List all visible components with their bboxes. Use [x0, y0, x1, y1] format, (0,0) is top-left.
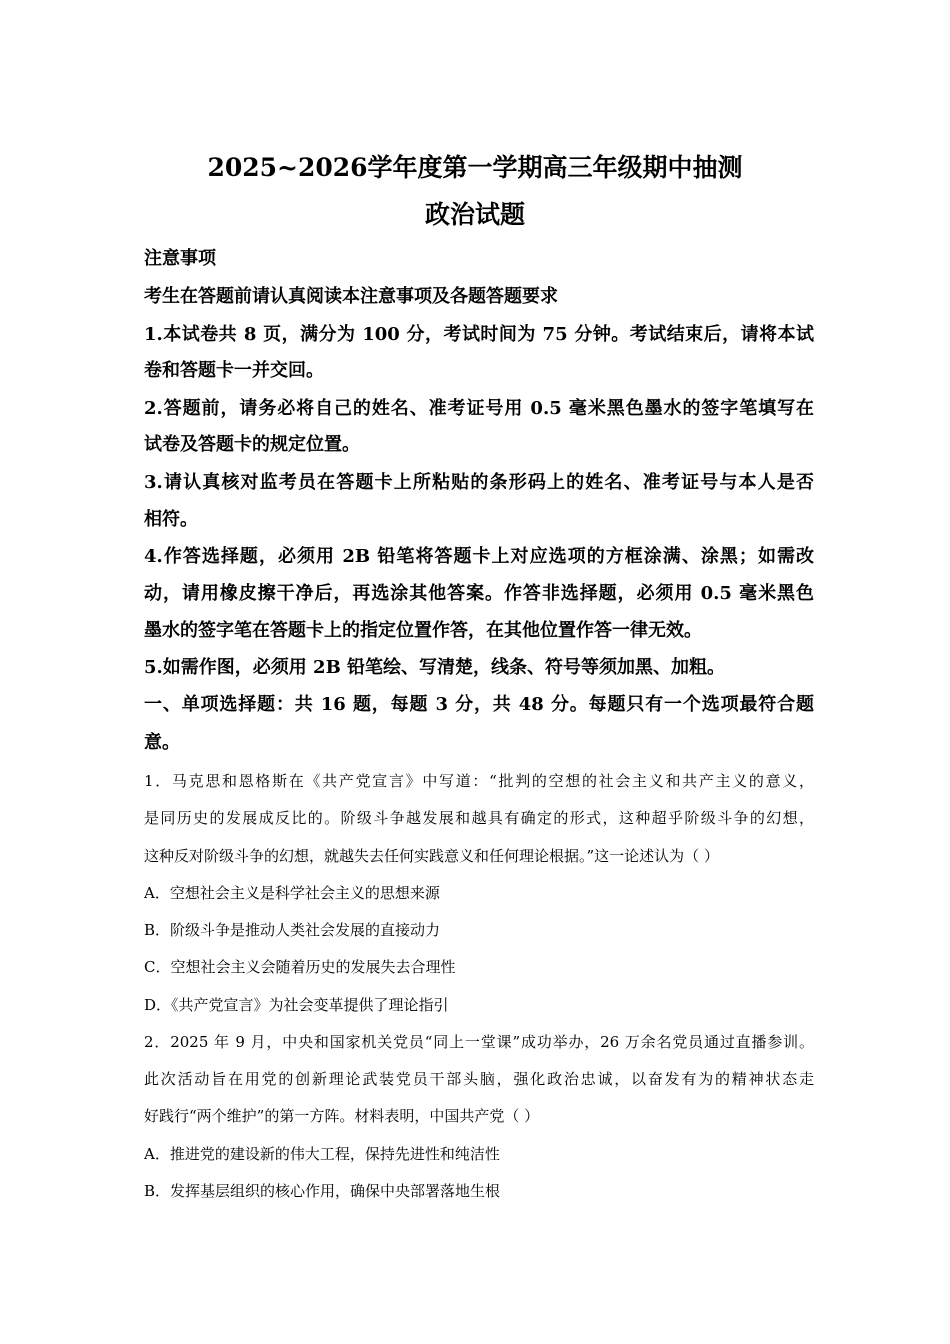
- question-1-option-d: D．《共产党宣言》为社会变革提供了理论指引: [144, 996, 449, 1014]
- notice-item-1-line-2: 卷和答题卡一并交回。: [144, 360, 324, 381]
- notice-intro: 考生在答题前请认真阅读本注意事项及各题答题要求: [144, 286, 558, 307]
- question-2-option-b: B．发挥基层组织的核心作用，确保中央部署落地生根: [144, 1182, 501, 1200]
- notice-heading: 注意事项: [144, 248, 216, 269]
- exam-title: 2025~2026学年度第一学期高三年级期中抽测: [207, 153, 743, 182]
- notice-item-1-line-1: 1.本试卷共 8 页，满分为 100 分，考试时间为 75 分钟。考试结束后，请将本试: [144, 324, 814, 345]
- question-1-stem-line-3: 这种反对阶级斗争的幻想，就越失去任何实践意义和任何理论根据。”这一论述认为（ ）: [144, 847, 719, 865]
- section-1-heading-line-1: 一、单项选择题：共 16 题，每题 3 分，共 48 分。每题只有一个选项最符合题: [144, 694, 814, 715]
- exam-subtitle: 政治试题: [424, 200, 525, 229]
- section-1-heading-line-2: 意。: [144, 732, 180, 753]
- question-2-stem-line-2: 此次活动旨在用党的创新理论武装党员干部头脑，强化政治忠诚，以奋发有为的精神状态走: [144, 1070, 814, 1088]
- question-1-option-c: C．空想社会主义会随着历史的发展失去合理性: [144, 958, 456, 976]
- question-1-stem-line-1: 1．马克思和恩格斯在《共产党宣言》中写道：“批判的空想的社会主义和共产主义的意义，: [144, 772, 814, 790]
- notice-item-4-line-2: 动，请用橡皮擦干净后，再选涂其他答案。作答非选择题，必须用 0.5 毫米黑色: [144, 583, 814, 604]
- notice-item-2-line-2: 试卷及答题卡的规定位置。: [144, 434, 360, 455]
- question-2-stem-line-1: 2．2025 年 9 月，中央和国家机关党员“同上一堂课”成功举办，26 万余名党员通过直播参训。: [144, 1033, 814, 1051]
- notice-item-4-line-1: 4.作答选择题，必须用 2B 铅笔将答题卡上对应选项的方框涂满、涂黑；如需改: [144, 546, 814, 567]
- question-1-option-b: B．阶级斗争是推动人类社会发展的直接动力: [144, 921, 441, 939]
- notice-item-2-line-1: 2.答题前，请务必将自己的姓名、准考证号用 0.5 毫米黑色墨水的签字笔填写在: [144, 398, 814, 419]
- question-2-stem-line-3: 好践行“两个维护”的第一方阵。材料表明，中国共产党（ ）: [144, 1107, 540, 1125]
- question-2-option-a: A．推进党的建设新的伟大工程，保持先进性和纯洁性: [144, 1145, 500, 1163]
- notice-item-3-line-2: 相符。: [144, 509, 198, 530]
- notice-item-5-line-1: 5.如需作图，必须用 2B 铅笔绘、写清楚，线条、符号等须加黑、加粗。: [144, 657, 726, 678]
- notice-item-3-line-1: 3.请认真核对监考员在答题卡上所粘贴的条形码上的姓名、准考证号与本人是否: [144, 472, 814, 493]
- question-1-option-a: A．空想社会主义是科学社会主义的思想来源: [144, 884, 440, 902]
- notice-item-4-line-3: 墨水的签字笔在答题卡上的指定位置作答，在其他位置作答一律无效。: [144, 620, 702, 641]
- question-1-stem-line-2: 是同历史的发展成反比的。阶级斗争越发展和越具有确定的形式，这种超乎阶级斗争的幻想，: [144, 809, 814, 827]
